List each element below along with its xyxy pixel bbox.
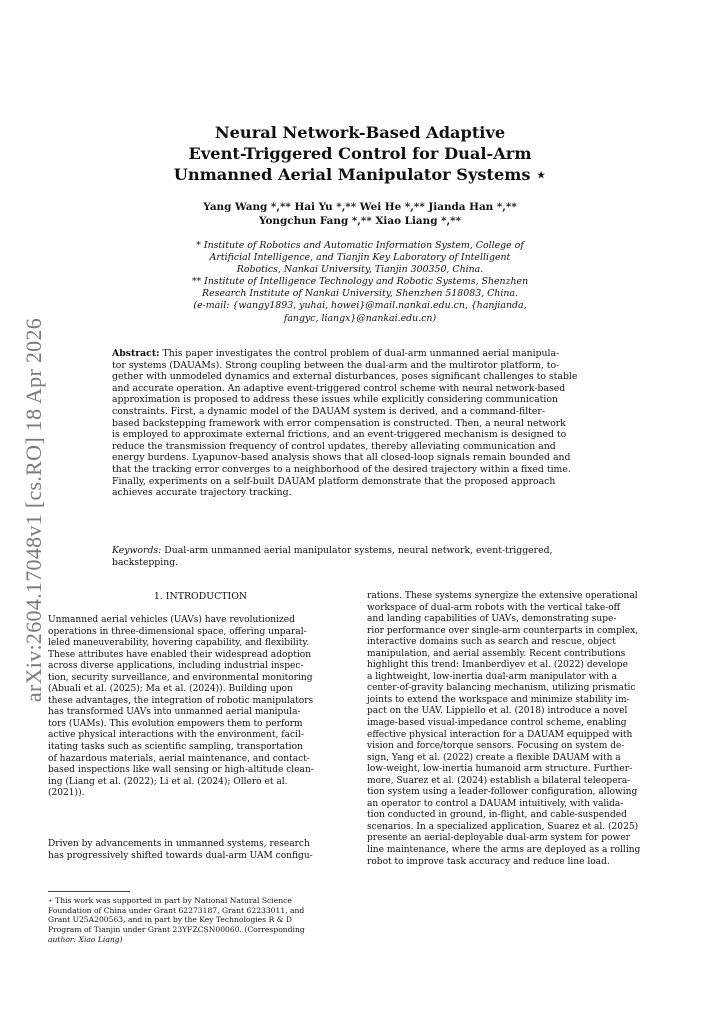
affiliation-line: Artificial Intelligence, and Tianjin Key Laboratory of Intelligent: [209, 252, 511, 264]
paper-title: [140, 122, 580, 185]
abstract-line: [112, 348, 608, 360]
abstract-label: Abstract:: [112, 348, 160, 359]
body-line: tion conducted in ground, in-flight, and cable-suspended: [367, 810, 627, 821]
keywords-label: Keywords:: [112, 545, 162, 556]
abstract-line: reduce the transmission frequency of control updates, thereby alleviating communication and: [112, 440, 556, 452]
funding-footnote: [48, 896, 353, 945]
abstract-text: This paper investigates the control problem of dual-arm unmanned aerial manipula-: [162, 348, 560, 359]
abstract-line: Finally, experiments on a self-built DAUAM platform demonstrate that the proposed approach: [112, 475, 556, 487]
body-line: a lightweight, low-inertia dual-arm manipulator with a: [367, 671, 618, 682]
abstract-line: tor systems (DAUAMs). Strong coupling between the dual-arm and the multirotor platform, to-: [112, 359, 560, 371]
body-line: active physical interactions with the environment, facil-: [48, 730, 304, 741]
right-column-text: [367, 591, 672, 868]
body-line: has transformed UAVs into unmanned aerial manipula-: [48, 707, 301, 718]
abstract-line: based backstepping framework with error compensation is constructed. Then, a neural network: [112, 417, 566, 429]
body-line: and landing capabilities of UAVs, demonstrating supe-: [367, 614, 617, 625]
body-line: ing (Liang et al. (2022); Li et al. (2024); Ollero et al.: [48, 776, 288, 787]
left-column-paragraph-2: [48, 839, 353, 862]
body-line: rior performance over single-arm counterparts in complex,: [367, 625, 639, 636]
keywords-text: Dual-arm unmanned aerial manipulator systems, neural network, event-triggered,: [164, 545, 553, 556]
footnote-divider: [48, 891, 130, 892]
footnote-line: ⋆ This work was supported in part by National Natural Science: [48, 896, 292, 905]
abstract-line: energy burdens. Lyapunov-based analysis shows that all closed-loop signals remain bounded and: [112, 452, 571, 464]
body-line: effective physical interaction for a DAUAM equipped with: [367, 729, 633, 740]
keywords: [112, 545, 608, 568]
affiliation-line: fangyc, liangx}@nankai.edu.cn): [283, 312, 437, 324]
body-line: line maintenance, where the arms are deployed as a rolling: [367, 845, 641, 856]
abstract-line: gether with unmodeled dynamics and external disturbances, poses significant challenges to stable: [112, 371, 578, 383]
body-line: interactive domains such as search and rescue, object: [367, 637, 616, 648]
footnote-line: Grant U25A200563, and in part by the Key Technologies R & D: [48, 915, 292, 925]
body-line: Unmanned aerial vehicles (UAVs) have revolutionized: [48, 615, 295, 625]
body-line: Driven by advancements in unmanned systems, research: [48, 839, 310, 849]
body-line: These attributes have enabled their widespread adoption: [48, 649, 312, 660]
affiliation-line: Research Institute of Nankai University, Shenzhen 518083, China.: [202, 288, 518, 300]
author-line: Yang Wang *,** Hai Yu *,** Wei He *,** Jianda Han *,**: [203, 201, 517, 213]
body-line: based inspections like wall sensing or high-altitude clean-: [48, 765, 314, 776]
affiliations: [160, 240, 560, 325]
body-line: rations. These systems synergize the extensive operational: [367, 591, 638, 601]
footnote-line: Program of Tianjin under Grant 23YFZCSN00060. (Corresponding: [48, 925, 305, 935]
affiliation-line: ** Institute of Intelligence Technology and Robotic Systems, Shenzhen: [191, 276, 529, 288]
body-line: across diverse applications, including industrial inspec-: [48, 661, 304, 672]
affiliation-line: (e-mail: {wangy1893, yuhai, howei}@mail.nankai.edu.cn, {hanjianda,: [193, 300, 527, 312]
body-line: more, Suarez et al. (2024) establish a bilateral teleopera-: [367, 775, 631, 786]
abstract-line: is employed to approximate external frictions, and an event-triggered mechanism is designed to: [112, 429, 567, 441]
body-line: center-of-gravity balancing mechanism, utilizing prismatic: [367, 683, 636, 694]
body-line: low-weight, low-inertia humanoid arm structure. Further-: [367, 764, 633, 775]
author-line: Yongchun Fang *,** Xiao Liang *,**: [258, 215, 462, 227]
body-line: workspace of dual-arm robots with the vertical take-off: [367, 602, 621, 613]
abstract-line: approximation is proposed to address these issues while explicitly considering communication: [112, 394, 558, 406]
keywords-line: [112, 545, 608, 557]
footnote-line: author: Xiao Liang): [48, 934, 123, 944]
body-line: has progressively shifted towards dual-arm UAM configu-: [48, 850, 313, 861]
title-line: Neural Network-Based Adaptive: [214, 123, 506, 142]
affiliation-line: Robotics, Nankai University, Tianjin 300350, China.: [236, 264, 484, 276]
body-line: tion, security surveillance, and environmental monitoring: [48, 672, 313, 683]
left-column-paragraph-1: [48, 615, 353, 800]
body-line: of hazardous materials, aerial maintenance, and contact-: [48, 753, 310, 764]
abstract-line: and accurate operation. An adaptive event-triggered control scheme with neural network-based: [112, 382, 566, 394]
body-line: joints to extend the workspace and minimize stability im-: [367, 694, 630, 705]
body-line: presente an aerial-deployable dual-arm system for power: [367, 833, 630, 844]
body-line: these advantages, the integration of robotic manipulators: [48, 695, 314, 706]
keywords-line: backstepping.: [112, 556, 179, 568]
body-line: tion system using a leader-follower configuration, allowing: [367, 787, 638, 798]
section-heading-introduction: 1. INTRODUCTION: [153, 591, 248, 602]
affiliation-line: * Institute of Robotics and Automatic Information System, College of: [196, 240, 524, 251]
body-line: highlight this trend: Imanberdiyev et al. (2022) develope: [367, 660, 628, 671]
body-line: leled maneuverability, hovering capability, and flexibility.: [48, 638, 310, 649]
body-line: vision and force/torque sensors. Focusing on system de-: [367, 741, 625, 752]
title-line: Unmanned Aerial Manipulator Systems ⋆: [173, 165, 547, 184]
body-line: sign, Yang et al. (2022) create a flexible DAUAM with a: [367, 752, 621, 763]
arxiv-id-text: arXiv:2604.17048v1 [cs.RO] 18 Apr 2026: [21, 317, 46, 703]
abstract-line: that the tracking error converges to a neighborhood of the desired trajectory within a fixed time.: [112, 463, 571, 475]
abstract-line: achieves accurate trajectory tracking.: [112, 487, 292, 499]
body-line: manipulation, and aerial assembly. Recent contributions: [367, 648, 626, 659]
body-line: robot to improve task accuracy and reduce line load.: [367, 856, 610, 867]
body-line: pact on the UAV. Lippiello et al. (2018) introduce a novel: [367, 706, 628, 717]
title-line: Event-Triggered Control for Dual-Arm: [188, 144, 532, 163]
body-line: itating tasks such as scientific sampling, transportation: [48, 742, 303, 753]
abstract: [112, 348, 608, 499]
body-line: image-based visual-impedance control scheme, enabling: [367, 718, 627, 729]
body-line: operations in three-dimensional space, offering unparal-: [48, 626, 307, 637]
body-line: scenarios. In a specialized application, Suarez et al. (2025): [367, 821, 639, 832]
body-line: (2021)).: [48, 788, 85, 799]
body-line: (Abuali et al. (2025); Ma et al. (2024)). Building upon: [48, 684, 293, 695]
footnote-line: Foundation of China under Grant 62273187, Grant 62233011, and: [48, 905, 305, 915]
author-list: [140, 200, 580, 228]
body-line: an operator to control a DAUAM intuitively, with valida-: [367, 798, 624, 809]
abstract-line: constraints. First, a dynamic model of the DAUAM system is derived, and a command-filter-: [112, 405, 545, 417]
body-line: tors (UAMs). This evolution empowers them to perform: [48, 718, 303, 729]
